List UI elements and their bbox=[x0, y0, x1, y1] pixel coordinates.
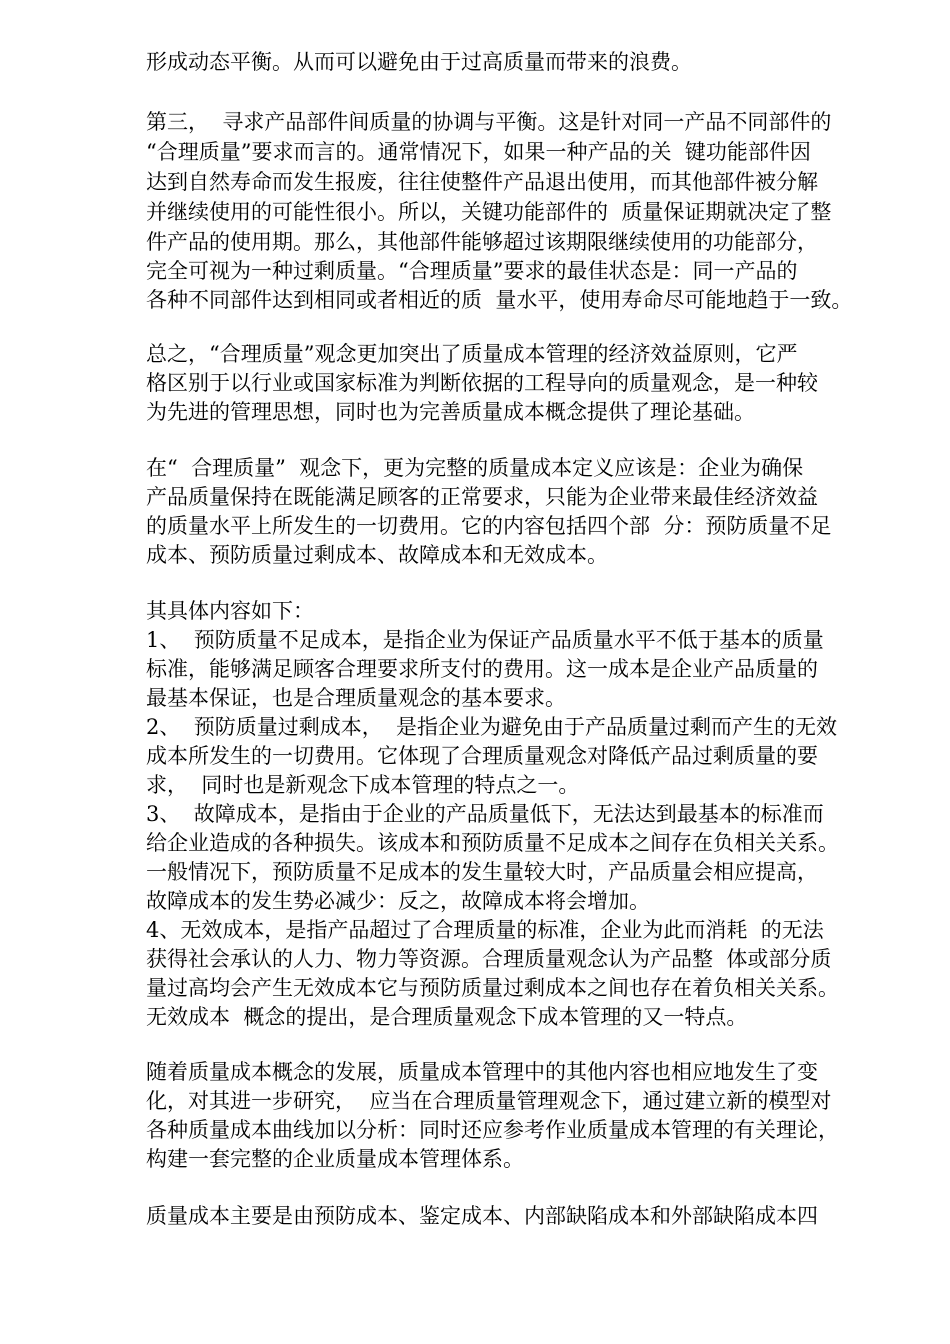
text-line: 获得社会承认的人力、物力等资源。合理质量观念认为产品整 体或部分质 bbox=[146, 947, 832, 971]
text-line: 达到自然寿命而发生报废，往往使整件产品退出使用，而其他部件被分解 bbox=[146, 170, 818, 194]
list-item: 1、 预防质量不足成本，是指企业为保证产品质量水平不低于基本的质量 bbox=[146, 628, 824, 652]
text-line: 为先进的管理思想，同时也为完善质量成本概念提供了理论基础。 bbox=[146, 400, 755, 424]
text-line: “合理质量”要求而言的。通常情况下，如果一种产品的关 键功能部件因 bbox=[146, 140, 811, 164]
list-item: 3、 故障成本，是指由于企业的产品质量低下，无法达到最基本的标准而 bbox=[146, 802, 824, 826]
text-line: 的质量水平上所发生的一切费用。它的内容包括四个部 分：预防质量不足 bbox=[146, 514, 832, 538]
text-line: 构建一套完整的企业质量成本管理体系。 bbox=[146, 1147, 524, 1171]
text-line: 随着质量成本概念的发展，质量成本管理中的其他内容也相应地发生了变 bbox=[146, 1060, 818, 1084]
text-line: 产品质量保持在既能满足顾客的正常要求，只能为企业带来最佳经济效益 bbox=[146, 485, 818, 509]
text-line: 件产品的使用期。那么，其他部件能够超过该期限继续使用的功能部分， bbox=[146, 230, 818, 254]
text-line: 各种质量成本曲线加以分析：同时还应参考作业质量成本管理的有关理论， bbox=[146, 1118, 839, 1142]
text-line: 格区别于以行业或国家标准为判断依据的工程导向的质量观念，是一种较 bbox=[146, 371, 818, 395]
text-line: 在“ 合理质量” 观念下，更为完整的质量成本定义应该是：企业为确保 bbox=[146, 456, 804, 480]
text-line: 形成动态平衡。从而可以避免由于过高质量而带来的浪费。 bbox=[146, 50, 692, 74]
text-line: 故障成本的发生势必减少：反之，故障成本将会增加。 bbox=[146, 889, 650, 913]
text-line: 求， 同时也是新观念下成本管理的特点之一。 bbox=[146, 773, 580, 797]
text-line: 一般情况下，预防质量不足成本的发生量较大时，产品质量会相应提高， bbox=[146, 860, 818, 884]
text-line: 第三， 寻求产品部件间质量的协调与平衡。这是针对同一产品不同部件的 bbox=[146, 110, 832, 134]
list-item: 4、无效成本，是指产品超过了合理质量的标准，企业为此而消耗 的无法 bbox=[146, 918, 824, 942]
text-line: 量过高均会产生无效成本它与预防质量过剩成本之间也存在着负相关关系。 bbox=[146, 976, 839, 1000]
text-line: 成本所发生的一切费用。它体现了合理质量观念对降低产品过剩质量的要 bbox=[146, 744, 818, 768]
text-line: 最基本保证，也是合理质量观念的基本要求。 bbox=[146, 686, 566, 710]
text-line: 总之，“合理质量”观念更加突出了质量成本管理的经济效益原则，它严 bbox=[146, 342, 798, 366]
text-line: 各种不同部件达到相同或者相近的质 量水平，使用寿命尽可能地趋于一致。 bbox=[146, 288, 853, 312]
text-line: 给企业造成的各种损失。该成本和预防质量不足成本之间存在负相关关系。 bbox=[146, 831, 839, 855]
list-item: 2、 预防质量过剩成本， 是指企业为避免由于产品质量过剩而产生的无效 bbox=[146, 715, 838, 739]
text-line: 标准，能够满足顾客合理要求所支付的费用。这一成本是企业产品质量的 bbox=[146, 657, 818, 681]
text-line: 并继续使用的可能性很小。所以，关键功能部件的 质量保证期就决定了整 bbox=[146, 200, 832, 224]
text-line: 完全可视为一种过剩质量。“合理质量”要求的最佳状态是：同一产品的 bbox=[146, 259, 798, 283]
text-line: 化，对其进一步研究， 应当在合理质量管理观念下，通过建立新的模型对 bbox=[146, 1089, 832, 1113]
text-line: 质量成本主要是由预防成本、鉴定成本、内部缺陷成本和外部缺陷成本四 bbox=[146, 1204, 818, 1228]
text-line: 无效成本 概念的提出，是合理质量观念下成本管理的又一特点。 bbox=[146, 1005, 748, 1029]
text-line: 成本、预防质量过剩成本、故障成本和无效成本。 bbox=[146, 543, 608, 567]
text-line: 其具体内容如下： bbox=[146, 599, 314, 623]
